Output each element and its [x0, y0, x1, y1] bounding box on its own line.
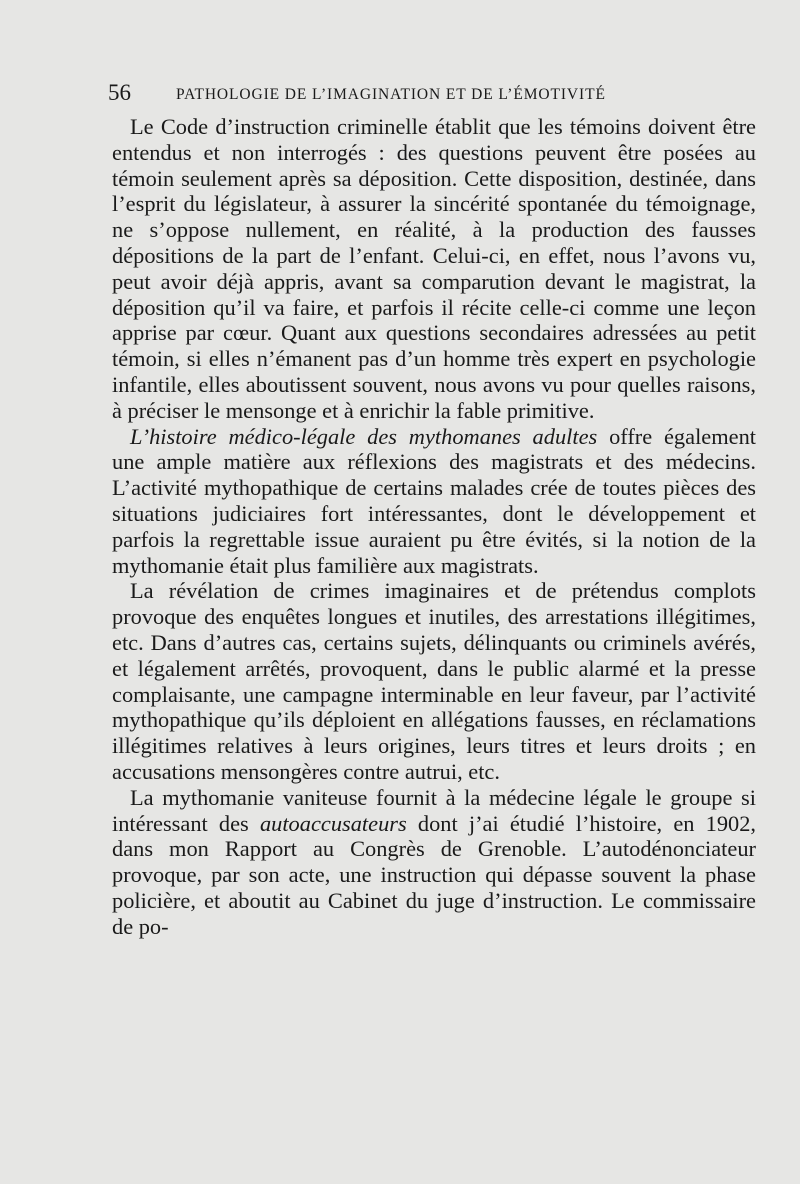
page-header [108, 80, 760, 110]
page-number: 56 [108, 80, 131, 105]
paragraph-4 [112, 785, 756, 940]
running-head: PATHOLOGIE DE L’IMAGINATION ET DE L’ÉMOTIVITÉ [176, 86, 606, 103]
body-text [112, 114, 756, 940]
paragraph-4-italic-term: autoaccusateurs [259, 810, 407, 836]
paragraph-1-text: Le Code d’instruction criminelle établit que les témoins doivent être entendus et non interrogés : des questions peuvent être posées au témoin seulement après sa déposition. Cette disposition, destinée, dans l’esprit du législateur, à assurer la sincérité spontanée du témoignage, ne s’oppose nullement, en réalité, à la production des fausses dépositions de la part de l’enfant. Celui-ci, en effet, nous l’avons vu, peut avoir déjà appris, avant sa comparution devant le magistrat, la déposition qu’il va faire, et parfois il récite celle-ci comme une leçon apprise par cœur. Quant aux questions secondaires adressées au petit témoin, si elles n’émanent pas d’un homme très expert en psychologie infantile, elles aboutissent souvent, nous avons vu pour quelles raisons, à préciser le mensonge et à enrichir la fable primitive. [112, 114, 756, 423]
paragraph-2-italic-lead: L’histoire médico-légale des mythomanes adultes [130, 423, 598, 449]
paragraph-3-text: La révélation de crimes imaginaires et de prétendus complots provoque des enquêtes longues et inutiles, des arrestations illégitimes, etc. Dans d’autres cas, certains sujets, délinquants ou criminels avérés, et légalement arrêtés, provoquent, dans le public alarmé et la presse complaisante, une campagne interminable en leur faveur, par l’activité mythopathique qu’ils déploient en allégations fausses, en réclamations illégitimes relatives à leurs origines, leurs titres et leurs droits ; en accusations mensongères contre autrui, etc. [112, 578, 756, 784]
paragraph-3 [112, 578, 756, 784]
paragraph-1 [112, 114, 756, 424]
paragraph-4-text-after: dont j’ai étudié l’histoire, en 1902, dans mon Rapport au Congrès de Grenoble. L’autodénonciateur provoque, par son acte, une instruction qui dépasse souvent la phase policière, et aboutit au Cabinet du juge d’instruction. Le commissaire de po- [112, 810, 756, 939]
paragraph-4-text-before: La mythomanie vaniteuse fournit à la médecine légale le groupe si intéressant des [112, 784, 756, 836]
paragraph-2 [112, 424, 756, 579]
paragraph-2-text: offre également une ample matière aux réflexions des magistrats et des médecins. L’activité mythopathique de certains malades crée de toutes pièces des situations judiciaires fort intéressantes, dont le développement et parfois la regrettable issue auraient pu être évités, si la notion de la mythomanie était plus familière aux magistrats. [112, 423, 756, 578]
